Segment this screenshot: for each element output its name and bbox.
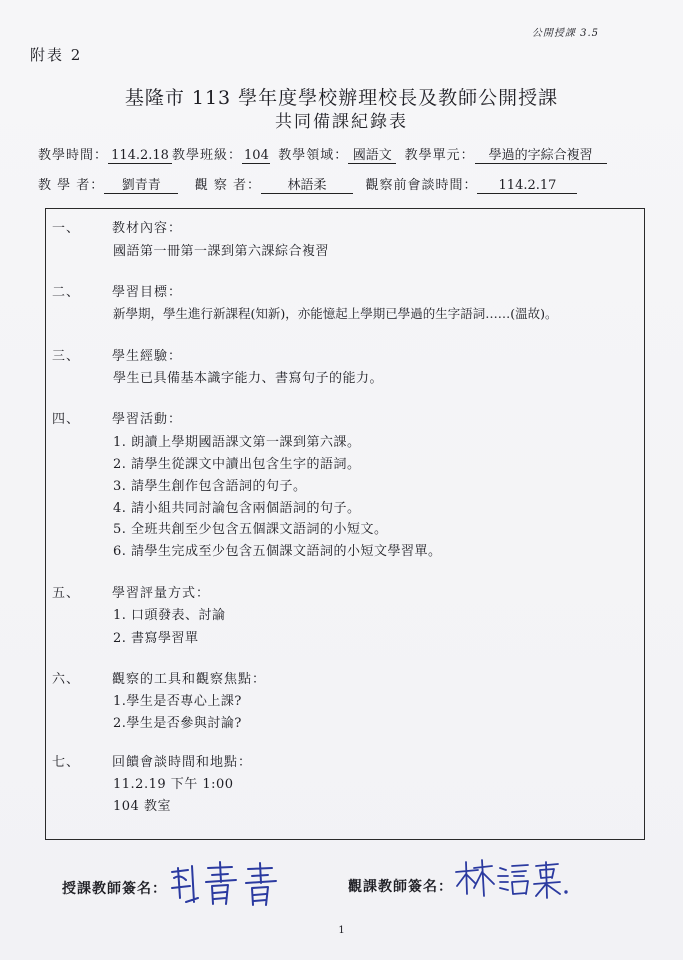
observer-label: 觀 察 者： bbox=[194, 178, 262, 193]
section-6-number: 六、 bbox=[52, 672, 81, 687]
teaching-time-value: 114.2.18 bbox=[108, 148, 172, 164]
observer-signature bbox=[454, 856, 572, 900]
section-7-line-2: 104 教室 bbox=[113, 799, 171, 814]
section-6-heading: 觀察的工具和觀察焦點： bbox=[112, 672, 267, 687]
teacher-signature bbox=[166, 858, 294, 908]
section-4-line-1: 1. 朗讀上學期國語課文第一課到第六課。 bbox=[113, 435, 361, 450]
section-7-heading: 回饋會談時間和地點： bbox=[112, 755, 253, 770]
section-6-line-1: 1.學生是否專心上課? bbox=[113, 694, 242, 709]
section-3-number: 三、 bbox=[52, 349, 81, 364]
section-4-line-3: 3. 請學生創作包含語詞的句子。 bbox=[113, 479, 307, 494]
teacher-label: 教 學 者： bbox=[38, 178, 105, 193]
section-5-heading: 學習評量方式： bbox=[112, 586, 211, 601]
observer-signature-label: 觀課教師簽名： bbox=[348, 879, 453, 895]
pre-meeting-label: 觀察前會談時間： bbox=[365, 178, 478, 193]
observer-value: 林語柔 bbox=[261, 174, 353, 194]
section-6-line-2: 2.學生是否參與討論? bbox=[113, 716, 242, 731]
class-label: 教學班級： bbox=[172, 148, 243, 163]
section-2-number: 二、 bbox=[52, 285, 81, 300]
page-title: 基隆市 113 學年度學校辦理校長及教師公開授課 bbox=[124, 87, 559, 109]
teacher-value: 劉青青 bbox=[104, 174, 178, 194]
section-1-heading: 教材內容： bbox=[112, 221, 183, 236]
section-7-number: 七、 bbox=[52, 755, 81, 770]
section-4-heading: 學習活動： bbox=[112, 412, 183, 427]
info-row-1 bbox=[38, 144, 607, 164]
section-3-line-1: 學生已具備基本識字能力、書寫句子的能力。 bbox=[113, 371, 384, 386]
unit-value: 學過的字綜合複習 bbox=[475, 144, 607, 164]
info-row-2 bbox=[38, 174, 577, 194]
teaching-time-label: 教學時間： bbox=[38, 148, 109, 163]
section-7-line-1: 11.2.19 下午 1:00 bbox=[113, 777, 234, 792]
section-5-number: 五、 bbox=[52, 586, 81, 601]
section-2-line-1: 新學期，學生進行新課程(知新)，亦能憶起上學期已學過的生字語詞……(溫故)。 bbox=[113, 306, 558, 321]
section-4-line-2: 2. 請學生從課文中讀出包含生字的語詞。 bbox=[113, 457, 361, 472]
domain-value: 國語文 bbox=[348, 144, 396, 164]
section-2-heading: 學習目標： bbox=[112, 285, 183, 300]
domain-label: 教學領域： bbox=[278, 148, 349, 163]
section-4-number: 四、 bbox=[52, 412, 81, 427]
section-3-heading: 學生經驗： bbox=[112, 349, 183, 364]
section-5-line-1: 1. 口頭發表、討論 bbox=[113, 608, 226, 623]
class-value: 104 bbox=[244, 148, 269, 163]
document-code: 公開授課 3.5 bbox=[531, 28, 599, 39]
teacher-signature-label: 授課教師簽名： bbox=[62, 881, 167, 897]
section-1-number: 一、 bbox=[52, 221, 81, 236]
section-5-line-2: 2. 書寫學習單 bbox=[113, 631, 199, 646]
section-1-line-1: 國語第一冊第一課到第六課綜合複習 bbox=[113, 244, 330, 259]
annex-label: 附表 2 bbox=[30, 46, 83, 64]
page-number: 1 bbox=[338, 925, 345, 936]
section-4-line-5: 5. 全班共創至少包含五個課文語詞的小短文。 bbox=[113, 522, 388, 537]
unit-label: 教學單元： bbox=[404, 148, 475, 163]
section-4-line-6: 6. 請學生完成至少包含五個課文語詞的小短文學習單。 bbox=[113, 544, 442, 559]
section-4-line-4: 4. 請小組共同討論包含兩個語詞的句子。 bbox=[113, 501, 361, 516]
pre-meeting-value: 114.2.17 bbox=[477, 178, 577, 194]
page-subtitle: 共同備課紀錄表 bbox=[275, 112, 408, 132]
